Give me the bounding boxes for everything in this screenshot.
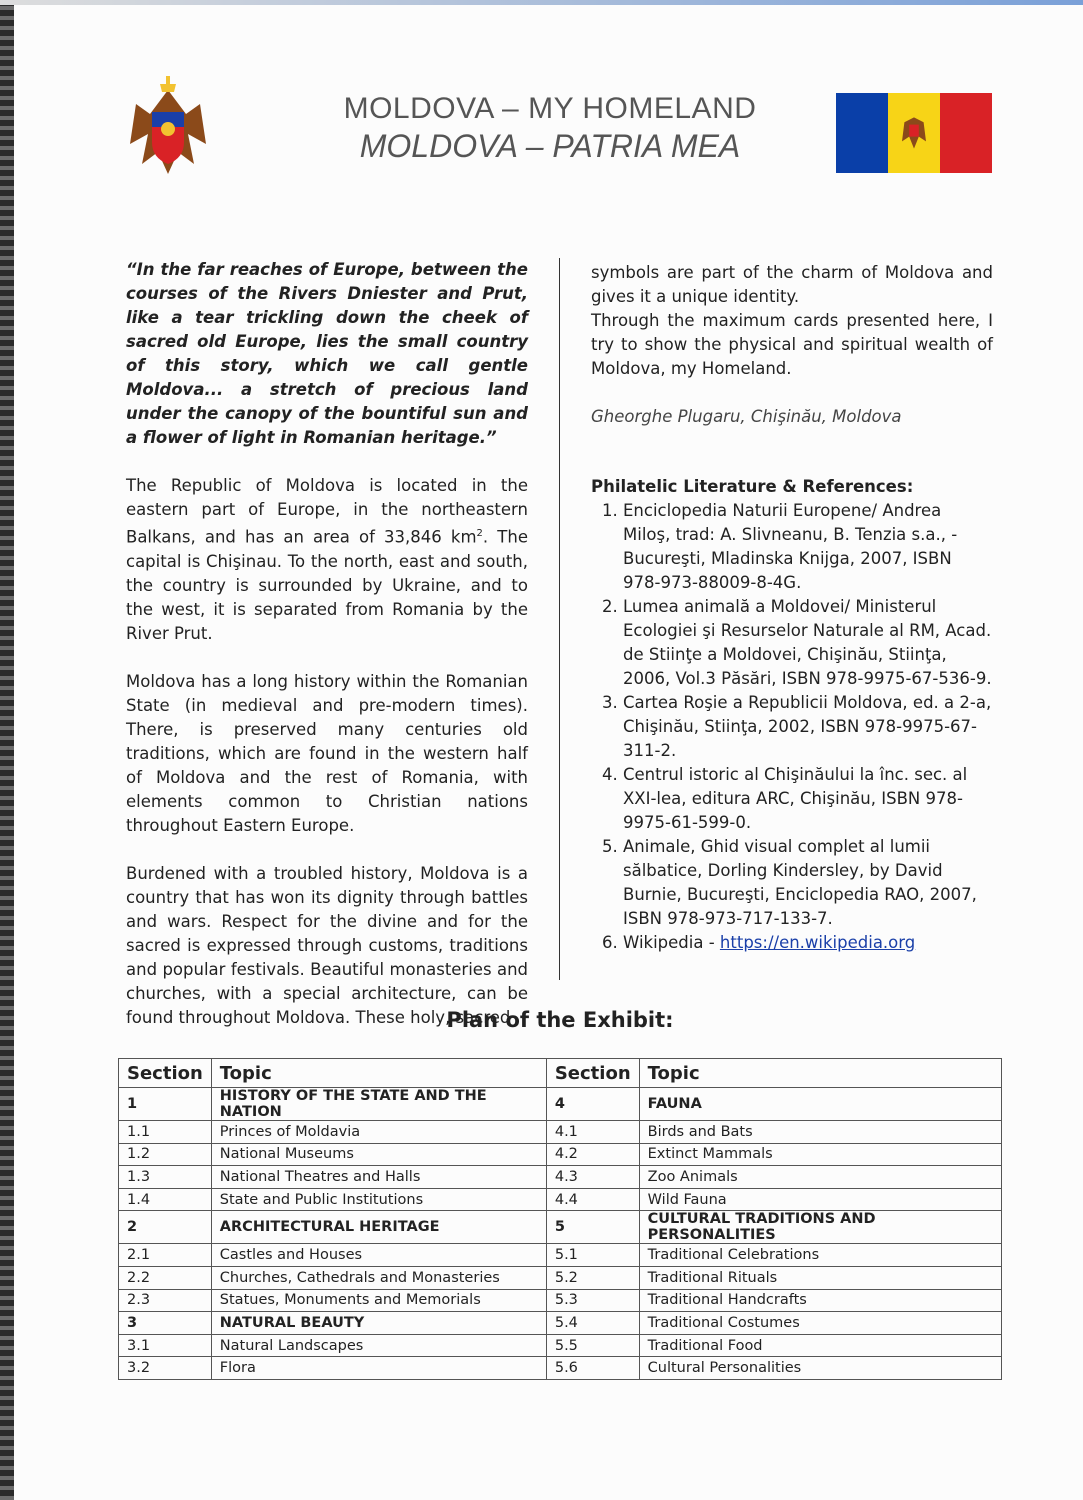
section-cell: 1.4 <box>119 1188 212 1211</box>
section-cell: 4.2 <box>546 1143 639 1166</box>
table-row <box>119 1088 1002 1121</box>
header-section: Section <box>119 1059 212 1088</box>
reference-item: 3. Cartea Roşie a Republicii Moldova, ed. a 2-a, Chişinău, Stiinţa, 2002, ISBN 978-9975-67-311-2. <box>623 691 993 763</box>
flag-yellow-stripe <box>888 93 940 173</box>
intro-quote: “In the far reaches of Europe, between the courses of the Rivers Dniester and Prut, like a tear trickling down the cheek of sacred old Europe, lies the small country of this story, which we call gentle Moldova... a stretch of precious land under the canopy of the bountiful sun and a flower of light in Romanian heritage.” <box>126 260 528 447</box>
section-cell: 5.3 <box>546 1289 639 1312</box>
topic-cell: ARCHITECTURAL HERITAGE <box>211 1211 546 1244</box>
column-divider <box>559 258 560 980</box>
section-cell: 2 <box>119 1211 212 1244</box>
topic-cell: Extinct Mammals <box>639 1143 1001 1166</box>
topic-cell: National Theatres and Halls <box>211 1166 546 1189</box>
title-romanian: MOLDOVA – PATRIA MEA <box>359 128 741 164</box>
table-header-row <box>119 1059 1002 1088</box>
topic-cell: Statues, Monuments and Memorials <box>211 1289 546 1312</box>
section-cell: 3.1 <box>119 1334 212 1357</box>
header-section: Section <box>546 1059 639 1088</box>
left-column <box>126 258 528 1030</box>
section-cell: 4.3 <box>546 1166 639 1189</box>
references-list <box>591 499 993 955</box>
section-cell: 2.3 <box>119 1289 212 1312</box>
top-edge <box>0 0 1083 5</box>
topic-cell: HISTORY OF THE STATE AND THE NATION <box>211 1088 546 1121</box>
topic-cell: Birds and Bats <box>639 1121 1001 1144</box>
flag-blue-stripe <box>836 93 888 173</box>
reference-item <box>623 931 993 955</box>
topic-cell: Traditional Rituals <box>639 1266 1001 1289</box>
plan-title: Plan of the Exhibit: <box>446 1008 674 1032</box>
coat-of-arms-icon <box>128 74 208 178</box>
header-topic: Topic <box>211 1059 546 1088</box>
paragraph-maxicards: Through the maximum cards presented here, I try to show the physical and spiritual wealth of Moldova, my Homeland. <box>591 311 993 378</box>
topic-cell: Traditional Food <box>639 1334 1001 1357</box>
table-row <box>119 1357 1002 1380</box>
table-row <box>119 1211 1002 1244</box>
section-cell: 1 <box>119 1088 212 1121</box>
section-cell: 5.1 <box>546 1244 639 1267</box>
topic-cell: Castles and Houses <box>211 1244 546 1267</box>
topic-cell: Cultural Personalities <box>639 1357 1001 1380</box>
topic-cell: Traditional Costumes <box>639 1312 1001 1335</box>
topic-cell: Natural Landscapes <box>211 1334 546 1357</box>
topic-cell: NATURAL BEAUTY <box>211 1312 546 1335</box>
section-cell: 5 <box>546 1211 639 1244</box>
topic-cell: Churches, Cathedrals and Monasteries <box>211 1266 546 1289</box>
plan-table-body <box>119 1088 1002 1380</box>
author-signature: Gheorghe Plugaru, Chişinău, Moldova <box>591 407 902 426</box>
topic-cell: Wild Fauna <box>639 1188 1001 1211</box>
topic-cell: CULTURAL TRADITIONS AND PERSONALITIES <box>639 1211 1001 1244</box>
section-cell: 1.2 <box>119 1143 212 1166</box>
section-cell: 2.1 <box>119 1244 212 1267</box>
section-cell: 4 <box>546 1088 639 1121</box>
reference-item: 5. Animale, Ghid visual complet al lumii sălbatice, Dorling Kindersley, by David Burnie, Bucureşti, Enciclopedia RAO, 2007, ISBN 978-973-717-133-7. <box>623 835 993 931</box>
section-cell: 5.2 <box>546 1266 639 1289</box>
table-row <box>119 1188 1002 1211</box>
header-topic: Topic <box>639 1059 1001 1088</box>
section-cell: 5.6 <box>546 1357 639 1380</box>
reference-item: 4. Centrul istoric al Chişinăului la înc. sec. al XXI-lea, editura ARC, Chişinău, ISBN 978-9975-61-599-0. <box>623 763 993 835</box>
page-title <box>300 92 800 165</box>
section-cell: 1.3 <box>119 1166 212 1189</box>
section-cell: 3 <box>119 1312 212 1335</box>
paragraph-history: Moldova has a long history within the Romanian State (in medieval and pre-modern times). There, is preserved many centuries old traditions, which are found in the western half of Moldova and the rest of Romania, with elements common to Christian nations throughout Eastern Europe. <box>126 671 528 835</box>
table-row <box>119 1289 1002 1312</box>
topic-cell: Flora <box>211 1357 546 1380</box>
section-cell: 1.1 <box>119 1121 212 1144</box>
topic-cell: Zoo Animals <box>639 1166 1001 1189</box>
topic-cell: Traditional Handcrafts <box>639 1289 1001 1312</box>
plan-table <box>118 1058 1002 1380</box>
topic-cell: National Museums <box>211 1143 546 1166</box>
references-heading: Philatelic Literature & References: <box>591 477 914 496</box>
paragraph-traditions: Burdened with a troubled history, Moldova is a country that has won its dignity through battles and wars. Respect for the divine and for the sacred is expressed through customs, traditions and popular festivals. Beautiful monasteries and churches, with a special architecture, can be found throughout Moldova. These holy, sacred <box>126 863 528 1027</box>
section-cell: 5.4 <box>546 1312 639 1335</box>
flag-emblem-icon <box>900 115 928 151</box>
section-cell: 4.1 <box>546 1121 639 1144</box>
section-cell: 5.5 <box>546 1334 639 1357</box>
moldova-flag-icon <box>836 93 992 173</box>
section-cell: 4.4 <box>546 1188 639 1211</box>
paragraph-geography-part2: . The capital is Chişinau. To the north, east and south, the country is surrounded by Ukraine, and to the west, it is separated from Romania by the River Prut. <box>126 527 528 643</box>
table-row <box>119 1266 1002 1289</box>
section-cell: 2.2 <box>119 1266 212 1289</box>
table-row <box>119 1166 1002 1189</box>
reference-item: 2. Lumea animală a Moldovei/ Ministerul Ecologiei şi Resurselor Naturale al RM, Acad. de Stiinţe a Moldovei, Chişinău, Stiinţa, 2006, Vol.3 Păsări, ISBN 978-9975-67-536-9. <box>623 595 993 691</box>
section-cell: 3.2 <box>119 1357 212 1380</box>
wikipedia-link[interactable]: https://en.wikipedia.org <box>719 933 916 952</box>
binder-edge <box>0 0 14 1500</box>
paragraph-geography <box>126 474 528 646</box>
topic-cell: Traditional Celebrations <box>639 1244 1001 1267</box>
topic-cell: State and Public Institutions <box>211 1188 546 1211</box>
table-row <box>119 1334 1002 1357</box>
table-row <box>119 1121 1002 1144</box>
table-row <box>119 1312 1002 1335</box>
right-column <box>591 261 993 955</box>
table-row <box>119 1143 1002 1166</box>
title-english: MOLDOVA – MY HOMELAND <box>343 92 757 125</box>
topic-cell: FAUNA <box>639 1088 1001 1121</box>
table-row <box>119 1244 1002 1267</box>
reference-label: Wikipedia - <box>623 933 720 952</box>
area-superscript: 2 <box>476 528 483 539</box>
reference-item: 1. Enciclopedia Naturii Europene/ Andrea Miloş, trad: A. Slivneanu, B. Tenzia s.a., - Bucureşti, Mladinska Knijga, 2007, ISBN 978-973-88009-8-4G. <box>623 499 993 595</box>
paragraph-geography-part1: The Republic of Moldova is located in the eastern part of Europe, in the northeastern Balkans, and has an area of 33,846 km <box>126 476 528 547</box>
paragraph-identity: symbols are part of the charm of Moldova and gives it a unique identity. <box>591 263 993 306</box>
flag-red-stripe <box>940 93 992 173</box>
topic-cell: Princes of Moldavia <box>211 1121 546 1144</box>
